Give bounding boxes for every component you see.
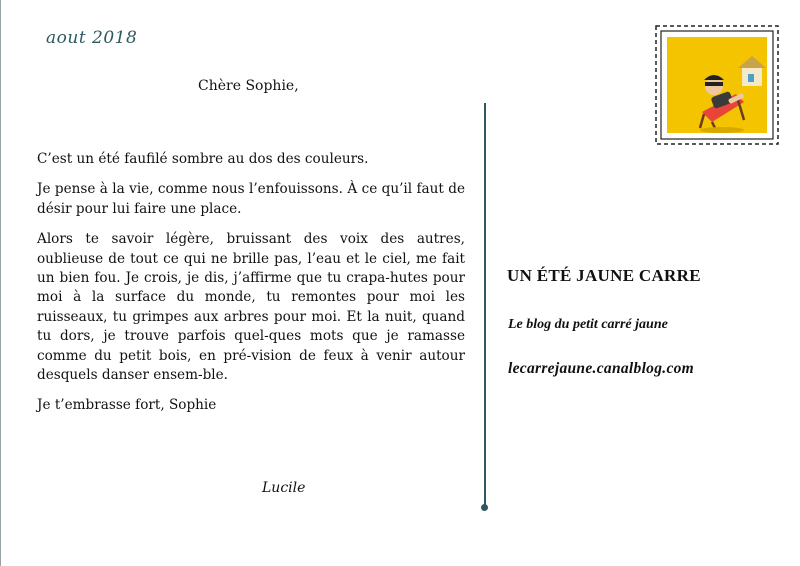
card-left-edge — [0, 0, 1, 566]
blog-title: UN ÉTÉ JAUNE CARRE — [507, 266, 701, 285]
letter-paragraph: C’est un été faufilé sombre au dos des couleurs. — [37, 151, 369, 167]
letter-paragraph: Je pense à la vie, comme nous l’enfouissons. À ce qu’il faut de désir pour lui faire une place. — [37, 181, 465, 217]
divider-dot — [481, 504, 488, 511]
letter-closing: Je t’embrasse fort, Sophie — [37, 397, 217, 414]
letter-body — [37, 150, 465, 427]
letter-paragraph: Alors te savoir légère, bruissant des voix des autres, oublieuse de tout ce qui ne brille pas, l’eau et le ciel, me fait un bien fou. Je crois, je dis, j’affirme que tu crapa-hutes pour moi à la surface du monde, tu remontes pour moi les ruisseaux, tu grimpes aux arbres pour moi. Et la nuit, quand tu dors, je trouve parfois quel-ques mots que je ramasse comme du petit bois, en pré-vision de feux à venir autour desquels danser ensem-ble. — [37, 231, 465, 384]
blog-tagline: Le blog du petit carré jaune — [508, 317, 668, 332]
postcard-date: aout 2018 — [46, 28, 138, 48]
salutation: Chère Sophie, — [198, 78, 299, 94]
signature: Lucile — [262, 480, 306, 496]
stamp-illustration — [652, 22, 782, 148]
blog-url: lecarrejaune.canalblog.com — [508, 360, 695, 377]
stamp-icon — [652, 22, 782, 148]
postcard-divider — [484, 103, 486, 507]
